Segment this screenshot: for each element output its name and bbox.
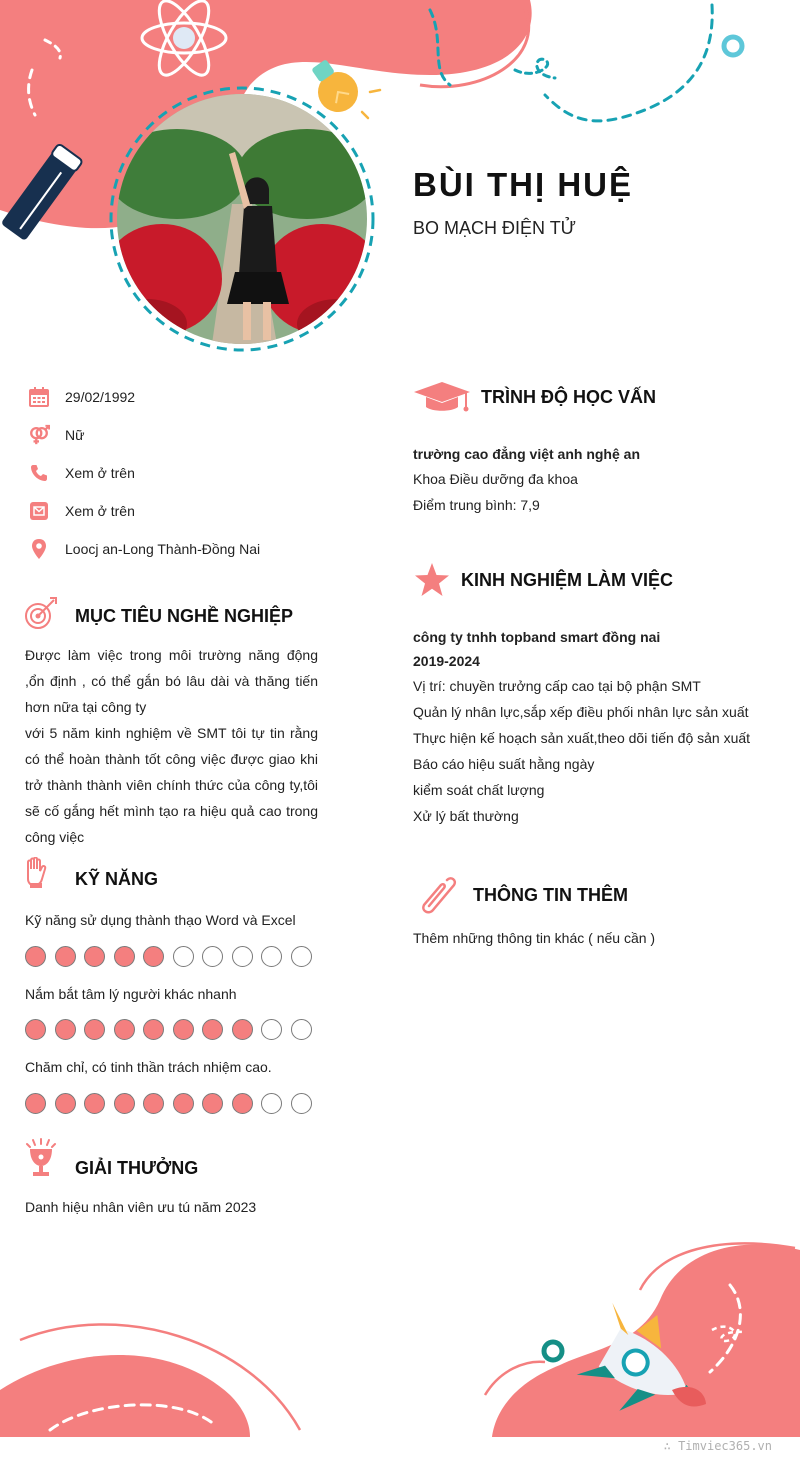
experience-line: Quản lý nhân lực,sắp xếp điều phối nhân lực sản xuất xyxy=(413,704,749,720)
rating-dot-filled xyxy=(114,946,135,967)
rating-dot-filled xyxy=(143,946,164,967)
rating-dot-filled xyxy=(55,1093,76,1114)
rating-dot-filled xyxy=(114,1093,135,1114)
education-title: TRÌNH ĐỘ HỌC VẤN xyxy=(481,387,656,407)
address-value: Loocj an-Long Thành-Đồng Nai xyxy=(65,541,261,557)
rating-dot-filled xyxy=(25,1019,46,1040)
gender-value: Nữ xyxy=(65,427,85,443)
small-ring xyxy=(724,37,742,55)
photo-illustration xyxy=(117,94,367,344)
extra-title: THÔNG TIN THÊM xyxy=(473,885,628,905)
skill-rating xyxy=(25,946,320,967)
graduation-cap-icon xyxy=(414,380,470,419)
calendar-icon xyxy=(28,386,50,408)
rating-dot-empty xyxy=(291,946,312,967)
rating-dot-filled xyxy=(84,946,105,967)
candidate-name: BÙI THỊ HUỆ xyxy=(413,166,633,203)
experience-title: KINH NGHIỆM LÀM VIỆC xyxy=(461,570,674,590)
awards-title: GIẢI THƯỞNG xyxy=(75,1158,199,1178)
birthday-value: 29/02/1992 xyxy=(65,389,136,405)
rating-dot-filled xyxy=(114,1019,135,1040)
rating-dot-filled xyxy=(173,1019,194,1040)
gender-icon xyxy=(28,424,50,446)
experience-line: Xử lý bất thường xyxy=(413,808,519,824)
rating-dot-filled xyxy=(232,1093,253,1114)
rating-dot-filled xyxy=(25,1093,46,1114)
rating-dot-empty xyxy=(261,1093,282,1114)
info-gender xyxy=(28,423,388,447)
skill-label: Chăm chỉ, có tinh thần trách nhiệm cao. xyxy=(25,1059,272,1075)
work-period: 2019-2024 xyxy=(413,653,480,669)
bottom-left-blob xyxy=(0,1355,250,1437)
rating-dot-empty xyxy=(261,1019,282,1040)
info-address xyxy=(28,537,388,561)
education-major: Khoa Điều dưỡng đa khoa xyxy=(413,471,578,487)
profile-photo xyxy=(117,94,367,344)
rating-dot-filled xyxy=(55,1019,76,1040)
skill-rating xyxy=(25,1093,320,1114)
rating-dot-filled xyxy=(55,946,76,967)
objective-title: MỤC TIÊU NGHỀ NGHIỆP xyxy=(75,606,294,626)
phone-icon xyxy=(28,462,50,484)
rating-dot-empty xyxy=(232,946,253,967)
phone-value: Xem ở trên xyxy=(65,465,135,481)
rating-dot-filled xyxy=(173,1093,194,1114)
skills-title: KỸ NĂNG xyxy=(75,869,159,889)
skill-label: Nắm bắt tâm lý người khác nhanh xyxy=(25,986,237,1002)
rating-dot-filled xyxy=(202,1019,223,1040)
extra-text: Thêm những thông tin khác ( nếu cần ) xyxy=(413,930,656,946)
rating-dot-filled xyxy=(202,1093,223,1114)
info-birthday xyxy=(28,385,388,409)
skill-rating xyxy=(25,1019,320,1040)
experience-line: Vị trí: chuyền trưởng cấp cao tại bộ phận SMT xyxy=(413,678,701,694)
rating-dot-filled xyxy=(232,1019,253,1040)
school-name: trường cao đẳng việt anh nghệ an xyxy=(413,446,641,462)
experience-line: kiểm soát chất lượng xyxy=(413,782,545,798)
hand-icon xyxy=(24,857,48,894)
experience-line: Thực hiện kế hoạch sản xuất,theo dõi tiến độ sản xuất xyxy=(413,730,751,746)
trophy-icon xyxy=(24,1137,58,1186)
job-title: BO MẠCH ĐIỆN TỬ xyxy=(413,218,577,238)
objective-text-1: Được làm việc trong môi trường năng động ,ổn định , có thể gắn bó lâu dài và thăng tiến hơn nữa tại công ty xyxy=(25,647,318,715)
info-email xyxy=(28,499,388,523)
rating-dot-empty xyxy=(291,1093,312,1114)
paperclip-icon xyxy=(417,876,459,921)
star-icon xyxy=(414,563,450,602)
info-phone xyxy=(28,461,388,485)
rating-dot-empty xyxy=(291,1019,312,1040)
location-pin-icon xyxy=(28,538,50,560)
rating-dot-filled xyxy=(84,1093,105,1114)
email-icon xyxy=(28,500,50,522)
company-name: công ty tnhh topband smart đồng nai xyxy=(413,629,661,645)
rating-dot-filled xyxy=(25,946,46,967)
skill-label: Kỹ năng sử dụng thành thạo Word và Excel xyxy=(25,912,296,928)
target-icon xyxy=(24,596,58,635)
rating-dot-empty xyxy=(261,946,282,967)
objective-text-2: với 5 năm kinh nghiệm về SMT tôi tự tin rằng có thể hoàn thành tốt công việc được giao khi trở thành thành viên chính thức của công ty,tôi sẽ cố gắng hết mình tạo ra hiệu quả cao trong công việc xyxy=(25,725,318,845)
email-value: Xem ở trên xyxy=(65,503,135,519)
rating-dot-filled xyxy=(143,1019,164,1040)
rating-dot-filled xyxy=(143,1093,164,1114)
rating-dot-empty xyxy=(202,946,223,967)
footer-brand: ∴ Timviec365.vn xyxy=(663,1439,772,1453)
rating-dot-filled xyxy=(84,1019,105,1040)
education-gpa: Điểm trung bình: 7,9 xyxy=(413,497,540,513)
rating-dot-empty xyxy=(173,946,194,967)
experience-line: Báo cáo hiệu suất hằng ngày xyxy=(413,756,595,772)
award-item: Danh hiệu nhân viên ưu tú năm 2023 xyxy=(25,1199,257,1215)
